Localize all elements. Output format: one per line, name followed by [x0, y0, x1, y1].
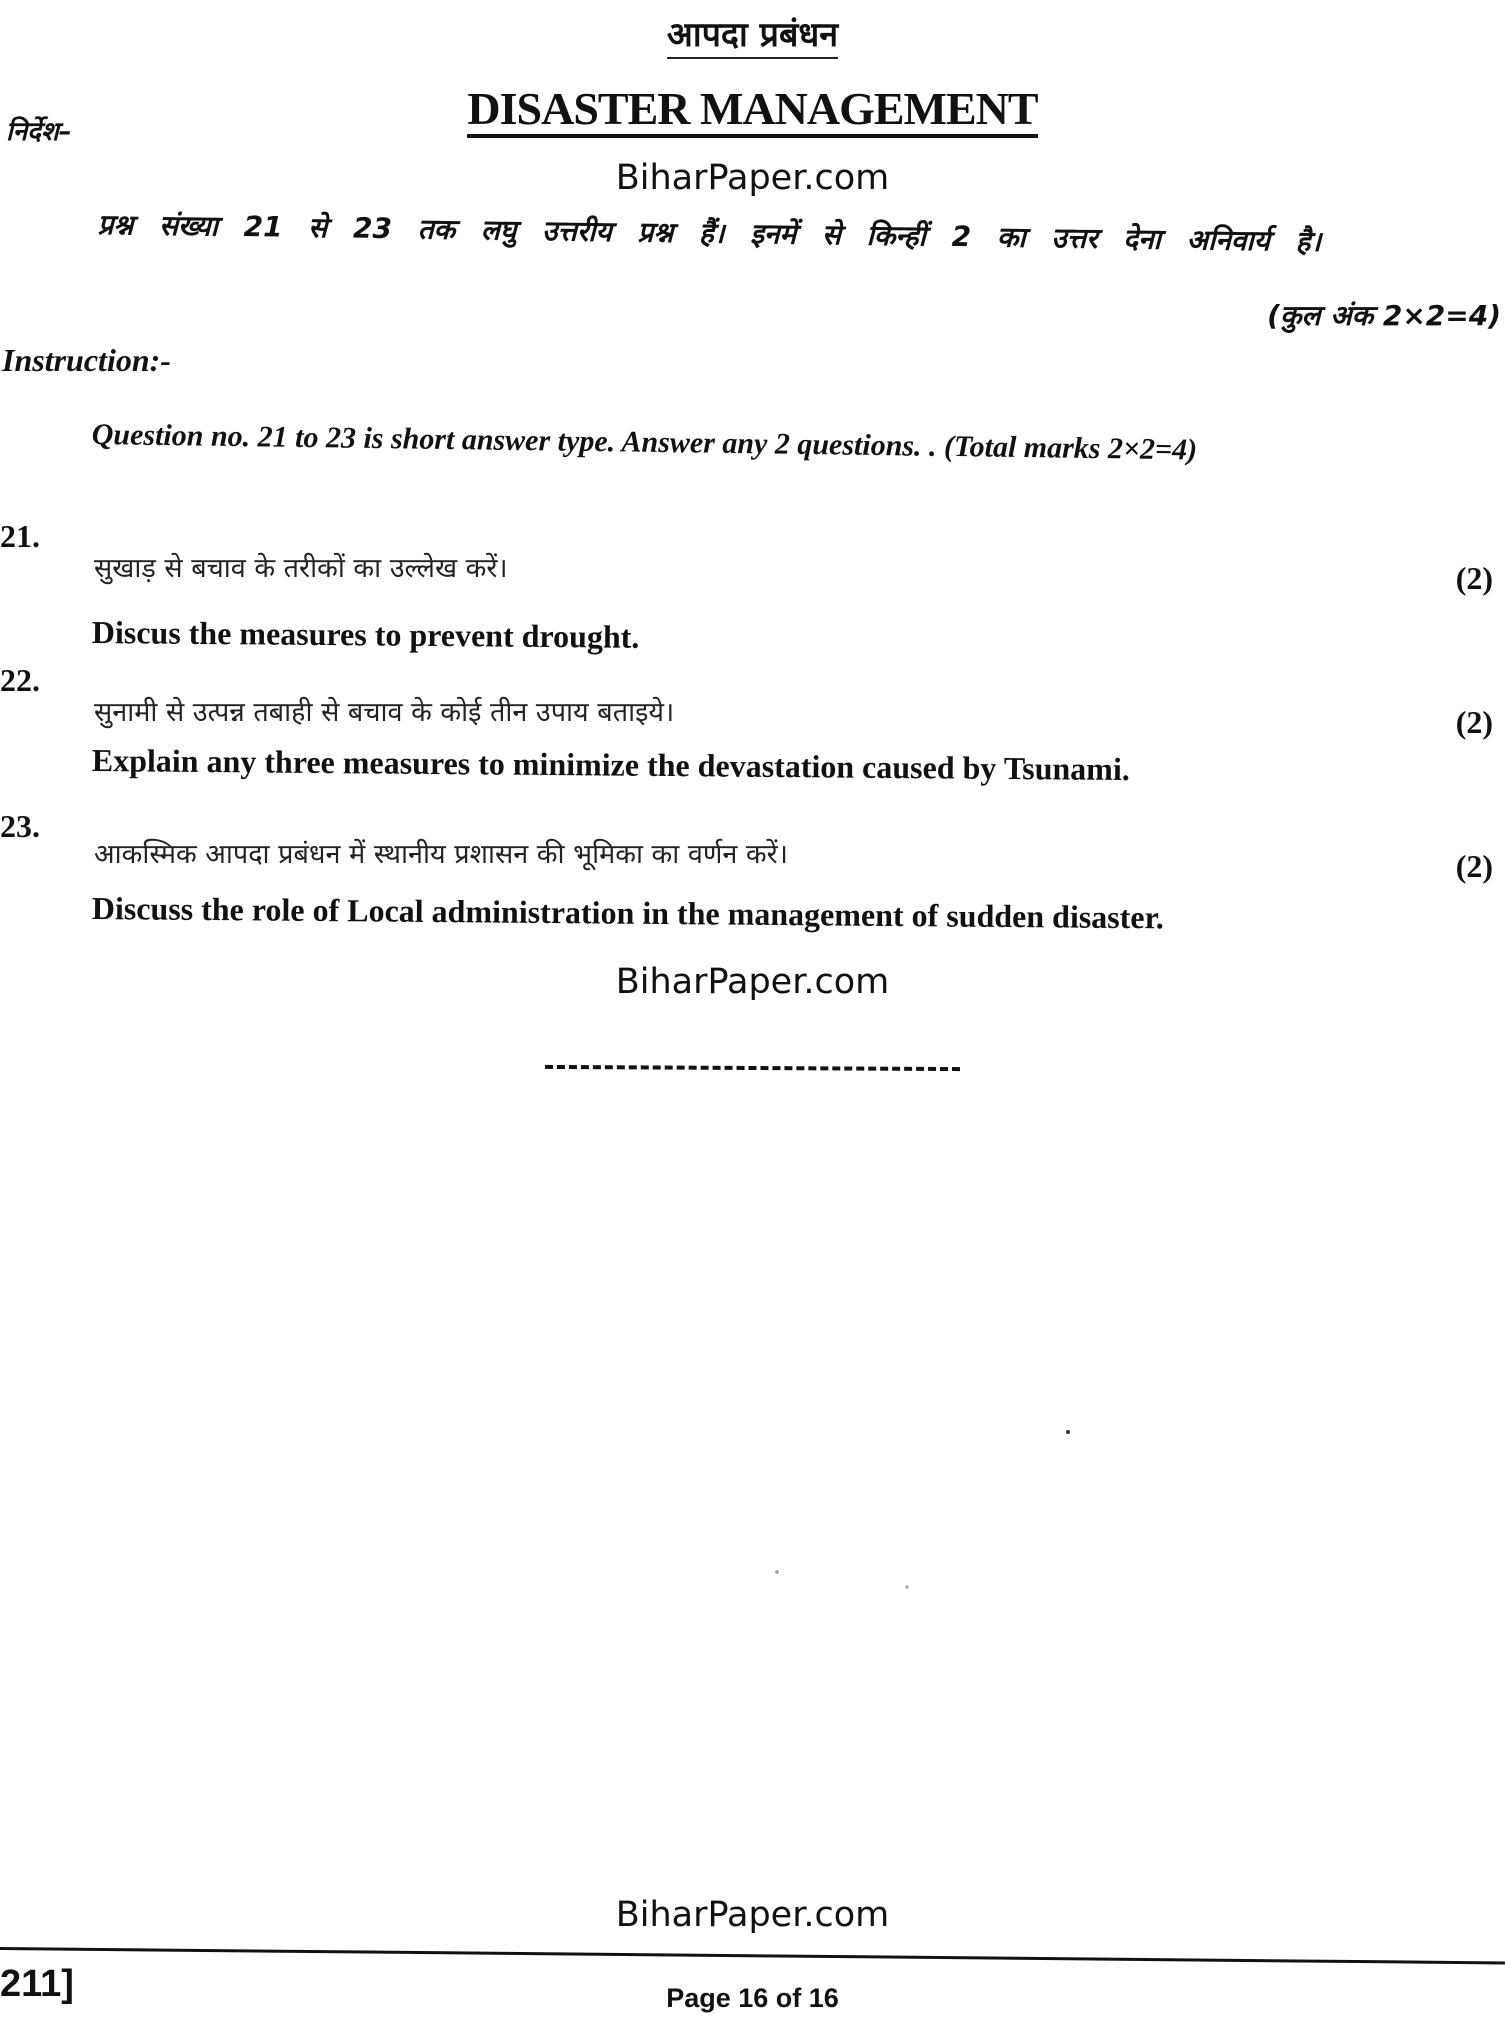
question-english: Discuss the role of Local administration in the management of sudden disaster. [91, 890, 1165, 936]
hindi-instruction-label: निर्देश– [6, 117, 72, 147]
question-marks: (2) [1455, 704, 1493, 740]
watermark-middle: BiharPaper.com [615, 962, 890, 1002]
question-english: Explain any three measures to minimize the devastation caused by Tsunami. [91, 742, 1130, 788]
scan-speck [905, 1585, 909, 1589]
question-hindi: सुखाड़ से बचाव के तरीकों का उल्लेख करें। [94, 553, 508, 584]
section-divider [545, 1065, 960, 1071]
page-number: Page 16 of 16 [666, 1983, 839, 2013]
question-english: Discus the measures to prevent drought. [91, 614, 640, 655]
question-number: 23. [0, 808, 40, 844]
hindi-title: आपदा प्रबंधन [0, 10, 1505, 56]
page-title: DISASTER MANAGEMENT [0, 82, 1505, 135]
question-number: 21. [0, 518, 40, 554]
watermark-bottom: BiharPaper.com [615, 1895, 890, 1935]
question-hindi: आकस्मिक आपदा प्रबंधन में स्थानीय प्रशासन की भूमिका का वर्णन करें। [94, 839, 788, 870]
scan-speck [1066, 1430, 1070, 1434]
instruction-text: Question no. 21 to 23 is short answer type. Answer any 2 questions. . (Total marks 2×2=4) [91, 418, 1198, 467]
question-hindi: सुनामी से उत्पन्न तबाही से बचाव के कोई तीन उपाय बताइये। [94, 697, 675, 728]
hindi-total-marks: (कुल अंक 2×2=4) [1267, 299, 1501, 332]
question-marks: (2) [1455, 560, 1493, 596]
question-marks: (2) [1455, 848, 1493, 884]
scan-speck [775, 1570, 779, 1574]
instruction-label: Instruction:- [2, 342, 171, 378]
watermark-top: BiharPaper.com [615, 158, 890, 198]
paper-code: 211] [0, 1963, 74, 2005]
footer-rule [0, 1947, 1505, 1964]
question-number: 22. [0, 662, 40, 698]
hindi-instruction-text: प्रश्न संख्या 21 से 23 तक लघु उत्तरीय प्रश्न हैं। इनमें से किन्हीं 2 का उत्तर देना अनिवार्य है। [97, 207, 1322, 259]
